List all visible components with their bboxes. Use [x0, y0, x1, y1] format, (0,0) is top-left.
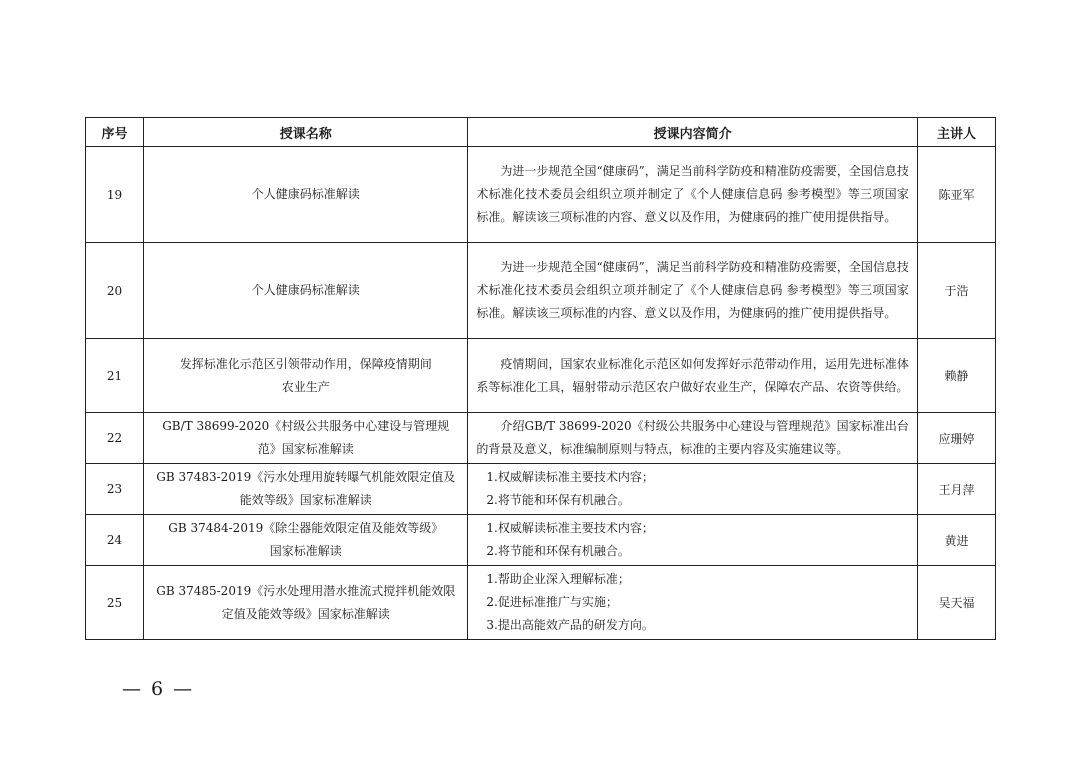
row-number: 19 [86, 147, 144, 243]
row-number: 22 [86, 413, 144, 464]
row-number: 21 [86, 339, 144, 413]
course-desc-item: 1.权威解读标准主要技术内容； [486, 470, 654, 484]
course-desc-text: 为进一步规范全国“健康码”，满足当前科学防疫和精准防疫需要，全国信息技术标准化技术委员会组织立项并制定了《个人健康信息码 参考模型》等三项国家标准。解读该三项标准的内容、意义以及作用，为健康码的推广使用提供指导。 [476, 260, 909, 320]
row-number: 20 [86, 243, 144, 339]
header-no: 序号 [86, 118, 144, 147]
course-desc-item: 2.将节能和环保有机融合。 [486, 493, 630, 507]
table-row [86, 464, 996, 515]
course-desc-item: 3.提出高能效产品的研发方向。 [486, 618, 654, 632]
course-name [144, 413, 468, 464]
speaker-name: 吴天福 [917, 566, 995, 640]
course-name [144, 339, 468, 413]
table-row [86, 566, 996, 640]
course-name-line: GB 37484-2019《除尘器能效限定值及能效等级》 [168, 521, 444, 535]
row-number: 23 [86, 464, 144, 515]
course-desc [468, 339, 917, 413]
course-name-line: 能效等级》国家标准解读 [239, 493, 372, 507]
course-desc-item: 1.权威解读标准主要技术内容； [486, 521, 654, 535]
course-name [144, 243, 468, 339]
course-desc-text: 介绍GB/T 38699-2020《村级公共服务中心建设与管理规范》国家标准出台的背景及意义，标准编制原则与特点，标准的主要内容及实施建议等。 [476, 419, 909, 456]
header-course-desc: 授课内容简介 [468, 118, 917, 147]
course-name-line: GB 37485-2019《污水处理用潜水推流式搅拌机能效限 [156, 583, 456, 598]
course-desc [468, 147, 917, 243]
course-desc [468, 566, 917, 640]
speaker-name: 应珊婷 [917, 413, 995, 464]
course-desc [468, 413, 917, 464]
course-name-line: 农业生产 [281, 379, 330, 394]
course-desc-item: 2.促进标准推广与实施； [486, 595, 618, 609]
table-row [86, 147, 996, 243]
course-name-line: 发挥标准化示范区引领带动作用，保障疫情期间 [179, 356, 432, 371]
speaker-name: 赖静 [917, 339, 995, 413]
course-name-line: 定值及能效等级》国家标准解读 [221, 606, 390, 621]
table-row [86, 515, 996, 566]
header-speaker: 主讲人 [917, 118, 995, 147]
course-name [144, 515, 468, 566]
header-course-name: 授课名称 [144, 118, 468, 147]
course-name-line: 国家标准解读 [269, 544, 342, 558]
speaker-name: 王月萍 [917, 464, 995, 515]
course-desc [468, 464, 917, 515]
course-name-line: 个人健康码标准解读 [251, 283, 360, 297]
course-desc-item: 1.帮助企业深入理解标准； [486, 572, 630, 586]
course-desc [468, 243, 917, 339]
course-desc-text: 疫情期间，国家农业标准化示范区如何发挥好示范带动作用，运用先进标准体系等标准化工具，辐射带动示范区农户做好农业生产，保障农产品、农资等供给。 [476, 356, 909, 394]
course-desc-text: 为进一步规范全国“健康码”，满足当前科学防疫和精准防疫需要，全国信息技术标准化技术委员会组织立项并制定了《个人健康信息码 参考模型》等三项国家标准。解读该三项标准的内容、意义以及作用，为健康码的推广使用提供指导。 [476, 164, 909, 224]
row-number: 24 [86, 515, 144, 566]
table-row [86, 339, 996, 413]
course-name-line: GB/T 38699-2020《村级公共服务中心建设与管理规 [162, 419, 450, 433]
course-name-line: 个人健康码标准解读 [251, 187, 360, 201]
course-name-line: 范》国家标准解读 [257, 442, 354, 456]
page-number: — 6 — [122, 678, 195, 700]
course-desc [468, 515, 917, 566]
row-number: 25 [86, 566, 144, 640]
course-name [144, 566, 468, 640]
table-row [86, 243, 996, 339]
speaker-name: 于浩 [917, 243, 995, 339]
course-desc-item: 2.将节能和环保有机融合。 [486, 544, 630, 558]
speaker-name: 陈亚军 [917, 147, 995, 243]
course-table [85, 117, 996, 640]
table-row [86, 413, 996, 464]
course-name-line: GB 37483-2019《污水处理用旋转曝气机能效限定值及 [156, 470, 456, 484]
course-name [144, 464, 468, 515]
speaker-name: 黄进 [917, 515, 995, 566]
course-name [144, 147, 468, 243]
table-header-row [86, 118, 996, 147]
